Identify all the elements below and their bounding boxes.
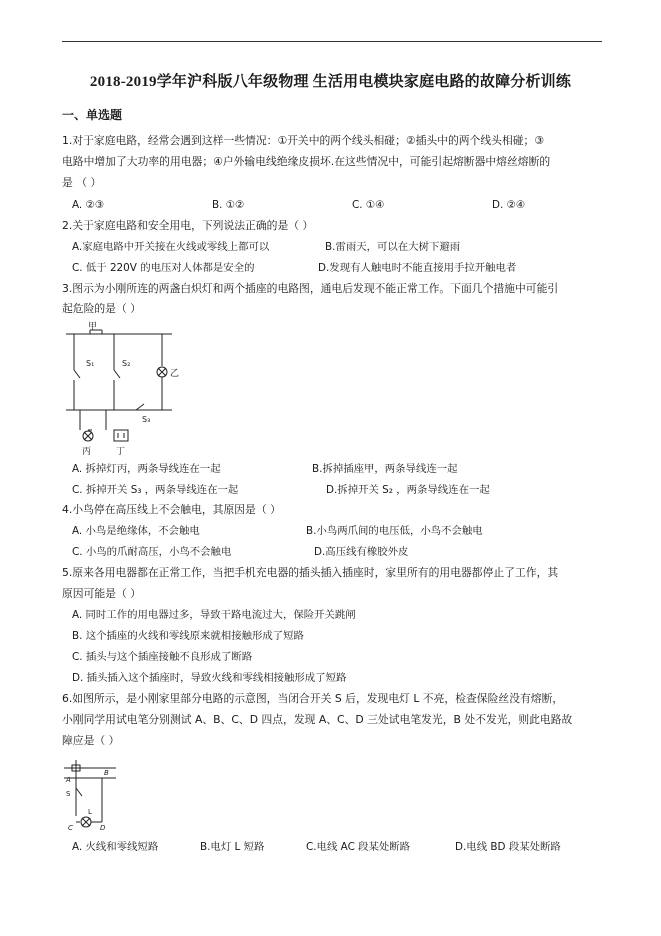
figure-label-ding: 丁 xyxy=(116,447,126,457)
question-3-line-1: 3.图示为小刚所连的两盏白炽灯和两个插座的电路图，通电后发现不能正常工作。下面几个措施中可能引 xyxy=(62,282,559,295)
figure-label-bing: 丙 xyxy=(82,447,92,457)
figure-label-l: L xyxy=(88,808,92,816)
figure-label-s2: S₂ xyxy=(122,359,131,368)
question-5-option-a[interactable]: A. 同时工作的用电器过多，导致干路电流过大，保险开关跳闸 xyxy=(72,609,356,621)
question-6-option-b[interactable]: B.电灯 L 短路 xyxy=(200,841,265,853)
figure-label-d: D xyxy=(100,824,106,832)
figure-label-s: S xyxy=(66,790,71,798)
question-6-line-3: 障应是（ ） xyxy=(62,734,120,747)
question-6-option-a[interactable]: A. 火线和零线短路 xyxy=(72,841,159,853)
question-5-option-c[interactable]: C. 插头与这个插座接触不良形成了断路 xyxy=(72,651,253,663)
figure-label-b: B xyxy=(104,769,109,777)
question-4-option-d[interactable]: D.高压线有橡胶外皮 xyxy=(314,546,409,558)
question-4-option-c[interactable]: C. 小鸟的爪耐高压，小鸟不会触电 xyxy=(72,546,232,558)
page-title: 2018-2019学年沪科版八年级物理 生活用电模块家庭电路的故障分析训练 xyxy=(89,74,572,90)
question-1-option-d[interactable]: D. ②④ xyxy=(492,199,526,211)
figure-label-a: A xyxy=(66,776,71,784)
figure-label-s3: S₃ xyxy=(142,415,151,424)
figure-label-yi: 乙 xyxy=(170,369,180,379)
figure-label-c: C xyxy=(68,824,73,832)
question-3-option-d[interactable]: D.拆掉开关 S₂ ，两条导线连在一起 xyxy=(326,484,490,496)
question-3-option-c[interactable]: C. 拆掉开关 S₃ ，两条导线连在一起 xyxy=(72,484,239,496)
question-3-option-a[interactable]: A. 拆掉灯丙，两条导线连在一起 xyxy=(72,463,221,475)
question-1-option-c[interactable]: C. ①④ xyxy=(352,199,385,211)
question-2-line-1: 2.关于家庭电路和安全用电，下列说法正确的是（ ） xyxy=(62,219,314,232)
question-6-option-d[interactable]: D.电线 BD 段某处断路 xyxy=(455,841,561,853)
question-1-line-2: 电路中增加了大功率的用电器；④户外输电线绝缘皮损坏.在这些情况中，可能引起熔断器中熔丝熔断的 xyxy=(62,155,551,168)
question-5-option-b[interactable]: B. 这个插座的火线和零线原来就相接触形成了短路 xyxy=(72,630,304,642)
question-2-option-c[interactable]: C. 低于 220V 的电压对人体都是安全的 xyxy=(72,262,255,274)
question-3-circuit-diagram xyxy=(60,320,190,460)
question-2-option-a[interactable]: A.家庭电路中开关接在火线或零线上都可以 xyxy=(72,241,270,253)
question-1-line-3: 是 （ ） xyxy=(62,176,102,189)
question-5-line-1: 5.原来各用电器都在正常工作，当把手机充电器的插头插入插座时，家里所有的用电器都停止了工作，其 xyxy=(62,566,559,579)
question-3-option-b[interactable]: B.拆掉插座甲，两条导线连一起 xyxy=(312,463,458,475)
question-6-option-c[interactable]: C.电线 AC 段某处断路 xyxy=(306,841,411,853)
question-2-option-d[interactable]: D.发现有人触电时不能直接用手拉开触电者 xyxy=(318,262,517,274)
question-4-option-a[interactable]: A. 小鸟是绝缘体，不会触电 xyxy=(72,525,200,537)
question-1-option-b[interactable]: B. ①② xyxy=(212,199,245,211)
question-3-line-2: 起危险的是（ ） xyxy=(62,302,142,315)
figure-label-s1: S₁ xyxy=(86,359,95,368)
top-rule xyxy=(62,41,602,42)
question-4-line-1: 4.小鸟停在高压线上不会触电，其原因是（ ） xyxy=(62,503,281,516)
section-heading: 一、单选题 xyxy=(62,108,123,122)
question-1-line-1: 1.对于家庭电路，经常会遇到这样一些情况：①开关中的两个线头相碰；②插头中的两个线头相碰；③ xyxy=(62,134,545,147)
question-6-line-2: 小刚同学用试电笔分别测试 A、B、C、D 四点，发现 A、C、D 三处试电笔发光，B 处不发光，则此电路故 xyxy=(62,713,573,726)
figure-label-jia: 甲 xyxy=(88,322,98,332)
question-5-option-d[interactable]: D. 插头插入这个插座时，导致火线和零线相接触形成了短路 xyxy=(72,672,347,684)
question-5-line-2: 原因可能是（ ） xyxy=(62,587,142,600)
question-4-option-b[interactable]: B.小鸟两爪间的电压低，小鸟不会触电 xyxy=(306,525,483,537)
question-6-circuit-diagram xyxy=(60,756,120,832)
question-1-option-a[interactable]: A. ②③ xyxy=(72,199,105,211)
question-2-option-b[interactable]: B.雷雨天，可以在大树下避雨 xyxy=(325,241,461,253)
question-6-line-1: 6.如图所示，是小刚家里部分电路的示意图，当闭合开关 S 后，发现电灯 L 不亮，检查保险丝没有熔断， xyxy=(62,692,564,705)
